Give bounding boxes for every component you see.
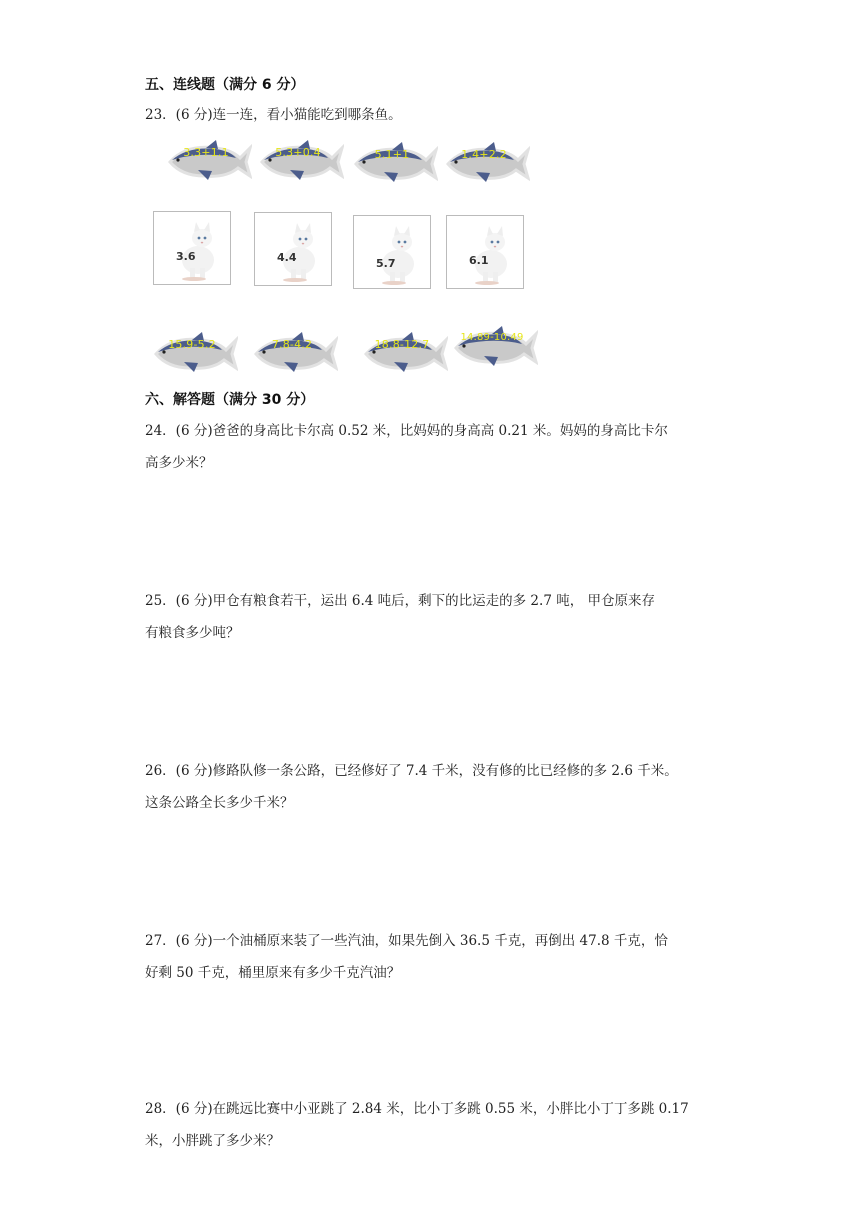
question-28-line-1: 28．(6 分)在跳远比赛中小亚跳了 2.84 米，比小丁多跳 0.55 米，小胖比小丁丁多跳 0.17: [145, 1101, 689, 1117]
fish-bottom-3[interactable]: [356, 330, 448, 376]
cat-icon: [447, 216, 523, 288]
question-25-line-1: 25．(6 分)甲仓有粮食若干，运出 6.4 吨后，剩下的比运走的多 2.7 吨， 甲仓原来存: [145, 593, 655, 609]
fish-top-2[interactable]: [252, 138, 344, 184]
fish-icon: [446, 324, 538, 370]
cat-card-1[interactable]: [153, 211, 231, 285]
fish-icon: [438, 140, 530, 186]
cat-icon: [255, 213, 331, 285]
question-25-line-2: 有粮食多少吨？: [145, 625, 240, 641]
question-27-line-1: 27．(6 分)一个油桶原来装了一些汽油，如果先倒入 36.5 千克，再倒出 47.8 千克，恰: [145, 933, 668, 949]
fish-top-4[interactable]: [438, 140, 530, 186]
question-28-line-2: 米，小胖跳了多少米？: [145, 1133, 280, 1149]
fish-icon: [356, 330, 448, 376]
fish-label: 5.1+1: [374, 148, 410, 161]
fish-label: 1.4+2.2: [461, 148, 507, 161]
fish-bottom-2[interactable]: [246, 330, 338, 376]
question-24-line-1: 24．(6 分)爸爸的身高比卡尔高 0.52 米，比妈妈的身高高 0.21 米。妈妈的身高比卡尔: [145, 423, 668, 439]
section-6-heading: 六、解答题（满分 30 分）: [145, 392, 315, 408]
fish-bottom-1[interactable]: [146, 330, 238, 376]
fish-label: 5.3+0.4: [275, 146, 321, 159]
cat-card-4[interactable]: [446, 215, 524, 289]
fish-icon: [246, 330, 338, 376]
fish-icon: [146, 330, 238, 376]
question-27-line-2: 好剩 50 千克，桶里原来有多少千克汽油？: [145, 965, 401, 981]
fish-icon: [160, 138, 252, 184]
cat-label: 6.1: [469, 254, 489, 267]
question-26-line-2: 这条公路全长多少千米？: [145, 795, 294, 811]
fish-icon: [252, 138, 344, 184]
question-26-line-1: 26．(6 分)修路队修一条公路，已经修好了 7.4 千米，没有修的比已经修的多 2.6 千米。: [145, 763, 678, 779]
fish-top-1[interactable]: [160, 138, 252, 184]
question-24-line-2: 高多少米？: [145, 455, 213, 471]
fish-label: 18.8-12.7: [374, 338, 430, 351]
fish-label: 3.3+1.1: [183, 146, 229, 159]
fish-label: 15.9-5.2: [168, 338, 216, 351]
cat-card-3[interactable]: [353, 215, 431, 289]
fish-label: 7.8-4.2: [271, 338, 313, 351]
question-23-text: 23．(6 分)连一连，看小猫能吃到哪条鱼。: [145, 107, 402, 123]
cat-label: 4.4: [277, 251, 297, 264]
cat-label: 3.6: [176, 250, 196, 263]
cat-icon: [354, 216, 430, 288]
fish-icon: [346, 140, 438, 186]
cat-card-2[interactable]: [254, 212, 332, 286]
fish-bottom-4[interactable]: [446, 324, 538, 370]
fish-top-3[interactable]: [346, 140, 438, 186]
cat-label: 5.7: [376, 257, 396, 270]
cat-icon: [154, 212, 230, 284]
fish-label: 14.89-10.49: [460, 332, 524, 343]
section-5-heading: 五、连线题（满分 6 分）: [145, 77, 305, 93]
